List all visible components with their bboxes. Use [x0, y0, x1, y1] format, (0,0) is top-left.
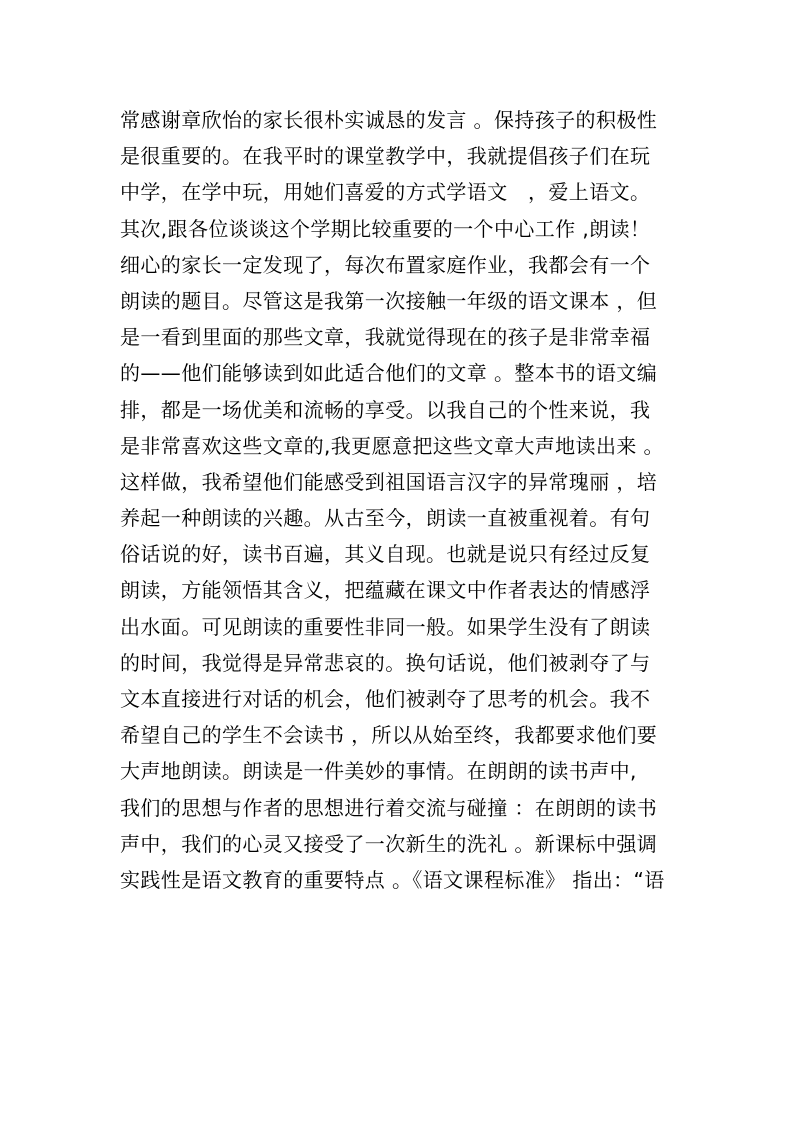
text-line: 的——他们能够读到如此适合他们的文章 。整本书的语文编: [120, 361, 658, 386]
text-line: 这样做，我希望他们能感受到祖国语言汉字的异常瑰丽 ，培: [120, 469, 658, 494]
text-line: 大声地朗读。朗读是一件美妙的事情。在朗朗的读书声中,: [120, 759, 637, 784]
text-line: 中学，在学中玩，用她们喜爱的方式学语文 ，爱上语文。: [120, 180, 651, 205]
text-line: 养起一种朗读的兴趣。从古至今，朗读一直被重视着。有句: [120, 506, 651, 531]
text-line: 声中，我们的心灵又接受了一次新生的洗礼 。新课标中强调: [120, 831, 658, 856]
text-line: 我们的思想与作者的思想进行着交流与碰撞 ：在朗朗的读书: [120, 795, 658, 820]
text-line: 文本直接进行对话的机会，他们被剥夺了思考的机会。我不: [120, 687, 651, 711]
text-line: 朗读，方能领悟其含义，把蕴藏在课文中作者表达的情感浮: [120, 578, 651, 603]
text-line: 常感谢章欣怡的家长很朴实诚恳的发言 。保持孩子的积极性: [120, 108, 658, 132]
text-line: 实践性是语文教育的重要特点 。《语文课程标准》 指出：“语: [120, 867, 665, 892]
text-line: 希望自己的学生不会读书 ，所以从始至终，我都要求他们要: [120, 723, 658, 748]
text-line: 是一看到里面的那些文章，我就觉得现在的孩子是非常幸福: [120, 325, 651, 350]
text-line: 俗话说的好，读书百遍，其义自现。也就是说只有经过反复: [120, 542, 651, 567]
text-line: 细心的家长一定发现了，每次布置家庭作业，我都会有一个: [120, 252, 651, 277]
text-line: 是非常喜欢这些文章的,我更愿意把这些文章大声地读出来 。: [120, 433, 664, 458]
text-line: 朗读的题目。尽管这是我第一次接触一年级的语文课本 ，但: [120, 288, 658, 313]
text-line: 其次,跟各位谈谈这个学期比较重要的一个中心工作 ,朗读！: [120, 216, 651, 241]
text-line: 是很重要的。在我平时的课堂教学中，我就提倡孩子们在玩: [120, 144, 651, 169]
text-line: 出水面。可见朗读的重要性非同一般。如果学生没有了朗读: [120, 614, 651, 639]
text-line: 的时间，我觉得是异常悲哀的。换句话说，他们被剥夺了与: [120, 650, 651, 675]
body-text: [120, 102, 680, 898]
text-line: 排，都是一场优美和流畅的享受。以我自己的个性来说，我: [120, 397, 651, 422]
